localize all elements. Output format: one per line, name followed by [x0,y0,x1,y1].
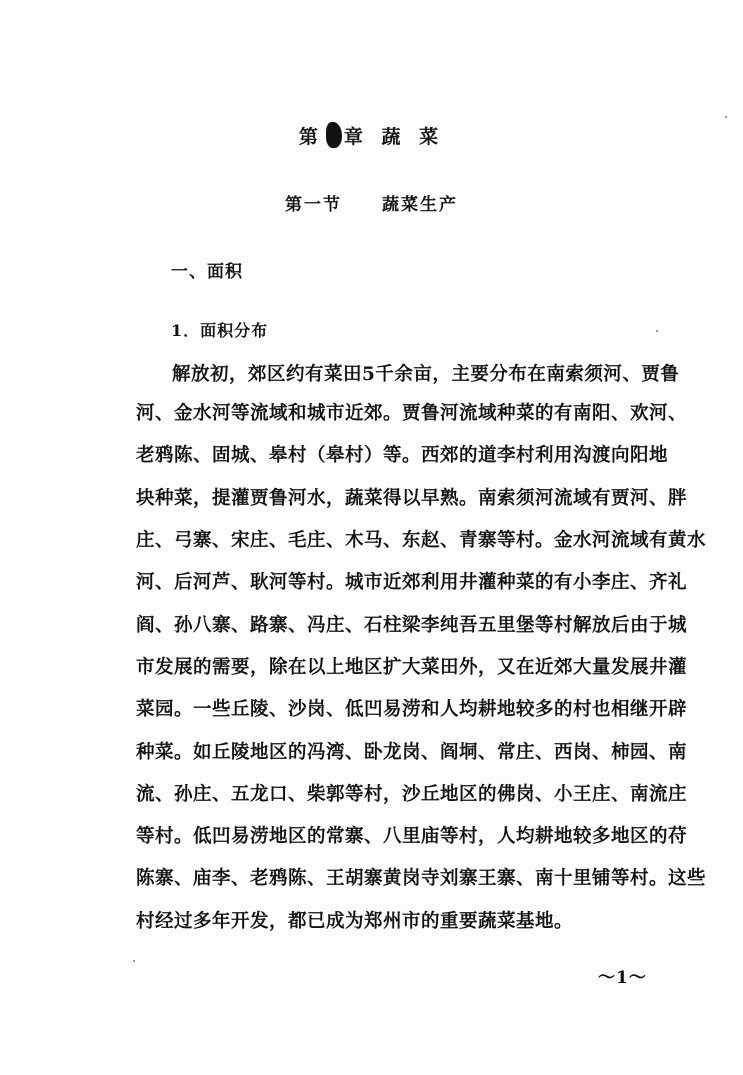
chapter-title [0,122,743,149]
paragraph-line: 块种菜，提灌贾鲁河水，蔬菜得以早熟。南索须河流域有贾河、胖 [136,488,688,509]
scan-speck [725,116,727,118]
paragraph-line: 陈寨、庙李、老鸦陈、王胡寨黄岗寺刘寨王寨、南十里铺等村。这些 [136,868,706,889]
paragraph-line: 解放初，郊区约有菜田5千余亩，主要分布在南索须河、贾鲁 [172,364,680,385]
paragraph-line: 河、后河芦、耿河等村。城市近郊利用井灌种菜的有小李庄、齐礼 [136,572,688,593]
paragraph-line: 阎、孙八寨、路寨、冯庄、石柱梁李纯吾五里堡等村解放后由于城 [136,615,688,636]
section-number: 第一节 [285,195,342,215]
paragraph-line: 流、孙庄、五龙口、柴郭等村，沙丘地区的佛岗、小王庄、南流庄 [136,784,688,805]
paragraph-line: 河、金水河等流域和城市近郊。贾鲁河流域种菜的有南阳、欢河、 [136,403,688,424]
ink-blot-mark [326,122,342,148]
paragraph-line: 庄、弓寨、宋庄、毛庄、木马、东赵、青寨等村。金水河流域有黄水 [136,530,706,551]
chapter-prefix: 第 [298,126,324,148]
paragraph-line: 老鸦陈、固城、皋村（皋村）等。西郊的道李村利用沟渡向阳地 [136,445,669,466]
paragraph-line: 等村。低凹易涝地区的常寨、八里庙等村，人均耕地较多地区的苻 [136,826,688,847]
chapter-name: 蔬 菜 [381,126,445,148]
paragraph-line: 种菜。如丘陵地区的冯湾、卧龙岗、阎垌、常庄、西岗、柿园、南 [136,742,688,763]
heading-level-1: 一、面积 [171,262,243,282]
scan-speck [656,330,658,332]
paragraph-line: 菜园。一些丘陵、沙岗、低凹易涝和人均耕地较多的村也相继开辟 [136,699,688,720]
paragraph-line: 市发展的需要，除在以上地区扩大菜田外，又在近郊大量发展井灌 [136,657,688,678]
paragraph-line: 村经过多年开发，都已成为郑州市的重要蔬菜基地。 [136,911,574,932]
heading-level-2: 1．面积分布 [171,321,269,340]
page-number: ～1～ [598,968,647,988]
section-name: 蔬菜生产 [382,195,458,215]
chapter-suffix: 章 [343,126,369,148]
scan-speck [133,960,135,962]
section-title [0,190,743,215]
